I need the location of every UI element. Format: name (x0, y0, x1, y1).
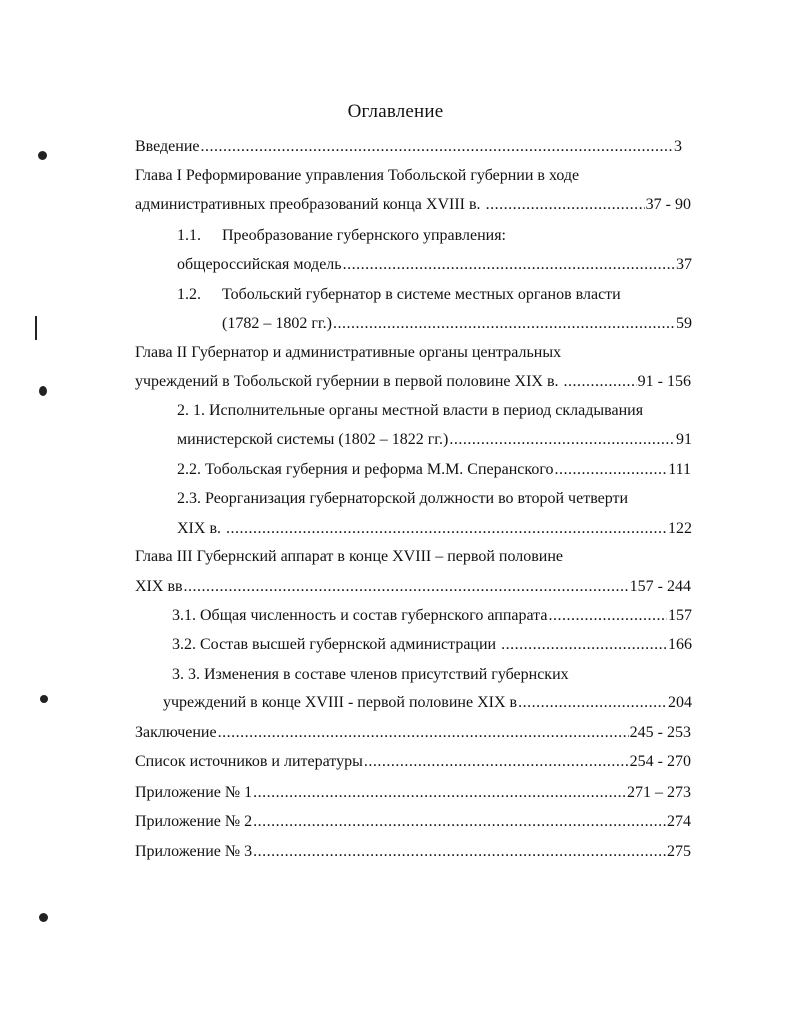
toc-entry-chapter-3-cont: XIX вв ..... 157 - 244 (135, 576, 691, 598)
scan-speck (38, 151, 47, 160)
leader-dots (449, 429, 675, 451)
leader-dots (218, 722, 629, 744)
leader-dots (184, 576, 629, 598)
leader-dots (201, 136, 674, 158)
leader-dots (501, 634, 667, 656)
toc-entry-appendix-1: Приложение № 1 ..... 271 – 273 (135, 782, 691, 804)
toc-entry-section-2-3: 2.3. Реорганизация губернаторской должности во второй четверти (177, 490, 629, 507)
toc-entry-section-2-1-cont: министерской системы (1802 – 1822 гг.) ..... 91 (177, 429, 692, 451)
leader-dots (555, 459, 668, 481)
leader-dots (518, 692, 667, 714)
toc-entry-section-2-3-cont: XIX в. ..... 122 (177, 518, 692, 540)
leader-dots (486, 194, 645, 216)
toc-entry-section-1-2-cont: (1782 – 1802 гг.) ..... 59 (222, 313, 692, 335)
toc-entry-section-2-1: 2. 1. Исполнительные органы местной власти в период складывания (177, 402, 644, 419)
page-title: Оглавление (347, 101, 444, 122)
leader-dots (333, 313, 675, 335)
scan-speck (40, 695, 48, 703)
toc-entry-sources: Список источников и литературы ..... 254 - 270 (135, 751, 691, 773)
toc-entry-section-1-1: 1.1. Преобразование губернского управления: (177, 227, 506, 244)
toc-entry-chapter-1-cont: административных преобразований конца XVIII в. ..... 37 - 90 (135, 194, 691, 216)
leader-dots (226, 518, 667, 540)
leader-dots (548, 605, 667, 627)
toc-entry-conclusion: Заключение ..... 245 - 253 (135, 722, 691, 744)
scan-speck (39, 386, 47, 396)
toc-entry-section-1-1-cont: общероссийская модель ..... 37 (177, 254, 692, 276)
toc-entry-chapter-3: Глава III Губернский аппарат в конце XVIII – первой половине (135, 548, 564, 565)
scan-speck (39, 913, 48, 922)
toc-entry-section-1-2: 1.2. Тобольский губернатор в системе местных органов власти (177, 286, 621, 303)
leader-dots (343, 254, 675, 276)
toc-entry-intro: Введение ..... 3 (135, 136, 682, 158)
toc-entry-section-3-2: 3.2. Состав высшей губернской администрации ..... 166 (172, 634, 692, 656)
leader-dots (253, 841, 666, 863)
toc-entry-appendix-3: Приложение № 3 ..... 275 (135, 841, 691, 863)
toc-entry-chapter-2-cont: учреждений в Тобольской губернии в первой половине XIX в. ..... 91 - 156 (135, 371, 691, 393)
toc-entry-section-2-2: 2.2. Тобольская губерния и реформа М.М. Сперанского ..... 111 (177, 459, 691, 481)
toc-entry-chapter-1: Глава I Реформирование управления Тобольской губернии в ходе (135, 167, 580, 184)
toc-entry-chapter-2: Глава II Губернатор и административные органы центральных (135, 344, 562, 361)
toc-entry-section-3-3: 3. 3. Изменения в составе членов присутствий губернских (172, 666, 569, 683)
toc-entry-section-3-3-cont: учреждений в конце XVIII - первой половине XIX в ..... 204 (163, 692, 692, 714)
toc-entry-section-3-1: 3.1. Общая численность и состав губернского аппарата ..... 157 (172, 605, 692, 627)
toc-entry-appendix-2: Приложение № 2 ..... 274 (135, 811, 691, 833)
scan-mark (35, 316, 37, 340)
leader-dots (564, 371, 637, 393)
leader-dots (253, 782, 626, 804)
leader-dots (253, 811, 666, 833)
leader-dots (364, 751, 629, 773)
